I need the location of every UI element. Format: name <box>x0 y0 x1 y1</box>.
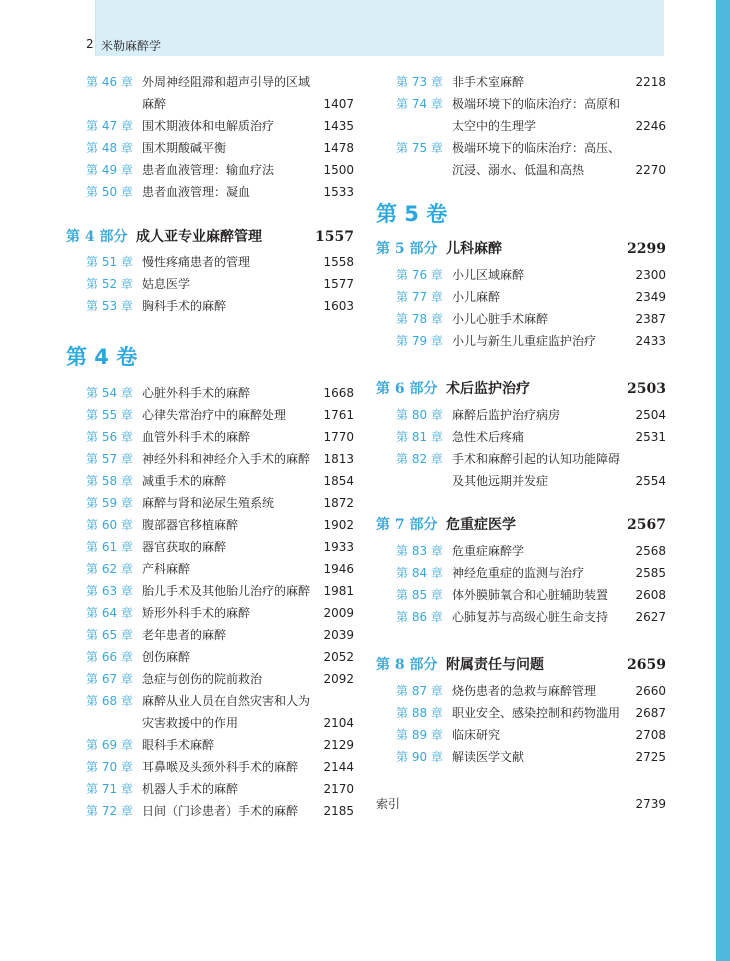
chapter-title: 患者血液管理：输血疗法 <box>142 163 275 177</box>
page-ref: 2660 <box>635 684 666 698</box>
chapter-title: 极端环境下的临床治疗：高压、 <box>452 141 621 155</box>
chapter-title: 手术和麻醉引起的认知功能障碍 <box>452 452 621 466</box>
page-ref: 1478 <box>323 141 354 155</box>
chapter-number: 第 86 章 <box>396 610 443 624</box>
chapter-number: 第 71 章 <box>86 782 133 796</box>
page-ref: 2185 <box>323 804 354 818</box>
chapter-number: 第 89 章 <box>396 728 443 742</box>
chapter-title: 慢性疼痛患者的管理 <box>142 255 251 269</box>
part-page: 2659 <box>627 657 666 673</box>
chapter-title: 小儿麻醉 <box>452 290 501 304</box>
chapter-number: 第 75 章 <box>396 141 443 155</box>
page-ref: 2104 <box>323 716 354 730</box>
chapter-number: 第 63 章 <box>86 584 133 598</box>
chapter-title: 心律失常治疗中的麻醉处理 <box>142 408 287 422</box>
page-ref: 2170 <box>323 782 354 796</box>
page-ref: 1603 <box>323 299 354 313</box>
page-ref: 2585 <box>635 566 666 580</box>
chapter-number: 第 88 章 <box>396 706 443 720</box>
chapter-number: 第 70 章 <box>86 760 133 774</box>
chapter-number: 第 62 章 <box>86 562 133 576</box>
chapter-title: 患者血液管理：凝血 <box>142 185 251 199</box>
volume-heading: 第 4 卷 <box>66 345 138 369</box>
chapter-title: 非手术室麻醉 <box>452 75 525 89</box>
chapter-number: 第 67 章 <box>86 672 133 686</box>
chapter-title: 临床研究 <box>452 728 501 742</box>
chapter-title: 极端环境下的临床治疗：高原和 <box>452 97 621 111</box>
chapter-title: 减重手术的麻醉 <box>142 474 227 488</box>
chapter-number: 第 66 章 <box>86 650 133 664</box>
chapter-number: 第 56 章 <box>86 430 133 444</box>
chapter-number: 第 65 章 <box>86 628 133 642</box>
page-ref: 1981 <box>323 584 354 598</box>
chapter-title: 血管外科手术的麻醉 <box>142 430 251 444</box>
page-ref: 2387 <box>635 312 666 326</box>
page-ref: 1933 <box>323 540 354 554</box>
header-divider <box>95 0 664 56</box>
page-ref: 1854 <box>323 474 354 488</box>
chapter-title: 器官获取的麻醉 <box>142 540 227 554</box>
chapter-number: 第 90 章 <box>396 750 443 764</box>
page-ref: 2129 <box>323 738 354 752</box>
chapter-number: 第 58 章 <box>86 474 133 488</box>
part-page: 2503 <box>627 381 666 397</box>
chapter-title-continued: 太空中的生理学 <box>452 119 537 133</box>
part-title: 成人亚专业麻醉管理 <box>136 229 262 245</box>
chapter-title: 麻醉与肾和泌尿生殖系统 <box>142 496 275 510</box>
chapter-number: 第 80 章 <box>396 408 443 422</box>
chapter-number: 第 83 章 <box>396 544 443 558</box>
page-ref: 2052 <box>323 650 354 664</box>
page-ref: 2349 <box>635 290 666 304</box>
chapter-title: 神经外科和神经介入手术的麻醉 <box>142 452 311 466</box>
part-label: 第 4 部分 <box>66 229 128 245</box>
header-margin <box>0 0 95 56</box>
chapter-title: 矫形外科手术的麻醉 <box>142 606 251 620</box>
page-ref: 1533 <box>323 185 354 199</box>
part-label: 第 6 部分 <box>376 381 438 397</box>
part-label: 第 8 部分 <box>376 657 438 673</box>
chapter-number: 第 72 章 <box>86 804 133 818</box>
page-ref: 2627 <box>635 610 666 624</box>
chapter-number: 第 87 章 <box>396 684 443 698</box>
page-ref: 2092 <box>323 672 354 686</box>
page-ref: 2568 <box>635 544 666 558</box>
chapter-title: 腹部器官移植麻醉 <box>142 518 239 532</box>
chapter-title: 围术期液体和电解质治疗 <box>142 119 275 133</box>
chapter-title: 麻醉后监护治疗病房 <box>452 408 561 422</box>
running-title: 米勒麻醉学 <box>101 39 162 53</box>
page-ref: 1577 <box>323 277 354 291</box>
chapter-number: 第 59 章 <box>86 496 133 510</box>
chapter-title: 神经危重症的监测与治疗 <box>452 566 585 580</box>
chapter-number: 第 50 章 <box>86 185 133 199</box>
chapter-number: 第 52 章 <box>86 277 133 291</box>
page-ref: 1435 <box>323 119 354 133</box>
chapter-number: 第 64 章 <box>86 606 133 620</box>
side-color-bar <box>716 0 730 961</box>
part-title: 危重症医学 <box>446 517 516 533</box>
page-ref: 2531 <box>635 430 666 444</box>
page-ref: 1500 <box>323 163 354 177</box>
page-ref: 2725 <box>635 750 666 764</box>
chapter-title: 机器人手术的麻醉 <box>142 782 239 796</box>
chapter-title: 眼科手术麻醉 <box>142 738 215 752</box>
part-label: 第 7 部分 <box>376 517 438 533</box>
chapter-number: 第 68 章 <box>86 694 133 708</box>
chapter-number: 第 78 章 <box>396 312 443 326</box>
chapter-title: 职业安全、感染控制和药物滥用 <box>452 706 621 720</box>
part-page: 2567 <box>627 517 666 533</box>
chapter-number: 第 85 章 <box>396 588 443 602</box>
chapter-number: 第 53 章 <box>86 299 133 313</box>
chapter-title: 外周神经阻滞和超声引导的区域 <box>142 75 311 89</box>
chapter-title: 急症与创伤的院前救治 <box>142 672 263 686</box>
chapter-number: 第 49 章 <box>86 163 133 177</box>
page-ref: 2687 <box>635 706 666 720</box>
page-ref: 1902 <box>323 518 354 532</box>
chapter-number: 第 61 章 <box>86 540 133 554</box>
page-ref: 1770 <box>323 430 354 444</box>
page-ref: 1668 <box>323 386 354 400</box>
chapter-number: 第 47 章 <box>86 119 133 133</box>
chapter-number: 第 81 章 <box>396 430 443 444</box>
chapter-title: 耳鼻喉及头颈外科手术的麻醉 <box>142 760 299 774</box>
chapter-number: 第 57 章 <box>86 452 133 466</box>
page-ref: 1872 <box>323 496 354 510</box>
page-ref: 1761 <box>323 408 354 422</box>
chapter-title-continued: 沉浸、溺水、低温和高热 <box>452 163 585 177</box>
page-ref: 2270 <box>635 163 666 177</box>
chapter-title: 小儿心脏手术麻醉 <box>452 312 549 326</box>
page-ref: 2433 <box>635 334 666 348</box>
volume-heading: 第 5 卷 <box>376 202 448 226</box>
page-ref: 2144 <box>323 760 354 774</box>
chapter-number: 第 84 章 <box>396 566 443 580</box>
part-label: 第 5 部分 <box>376 241 438 257</box>
page-ref: 2009 <box>323 606 354 620</box>
chapter-number: 第 77 章 <box>396 290 443 304</box>
index-page: 2739 <box>635 797 666 811</box>
chapter-title: 体外膜肺氧合和心脏辅助装置 <box>452 588 609 602</box>
chapter-number: 第 82 章 <box>396 452 443 466</box>
chapter-title-continued: 及其他远期并发症 <box>452 474 549 488</box>
page-ref: 1946 <box>323 562 354 576</box>
chapter-number: 第 76 章 <box>396 268 443 282</box>
page-ref: 2708 <box>635 728 666 742</box>
chapter-title: 危重症麻醉学 <box>452 544 525 558</box>
chapter-title: 产科麻醉 <box>142 562 191 576</box>
chapter-number: 第 51 章 <box>86 255 133 269</box>
index-title: 索引 <box>376 797 401 811</box>
chapter-title: 小儿与新生儿重症监护治疗 <box>452 334 597 348</box>
chapter-title-continued: 麻醉 <box>142 97 167 111</box>
part-page: 2299 <box>627 241 666 257</box>
chapter-title: 围术期酸碱平衡 <box>142 141 227 155</box>
part-title: 术后监护治疗 <box>446 381 530 397</box>
chapter-number: 第 48 章 <box>86 141 133 155</box>
chapter-number: 第 74 章 <box>396 97 443 111</box>
chapter-number: 第 54 章 <box>86 386 133 400</box>
page-ref: 2039 <box>323 628 354 642</box>
chapter-title: 老年患者的麻醉 <box>142 628 227 642</box>
chapter-title: 麻醉从业人员在自然灾害和人为 <box>142 694 311 708</box>
chapter-number: 第 46 章 <box>86 75 133 89</box>
chapter-title-continued: 灾害救援中的作用 <box>142 716 239 730</box>
chapter-title: 胎儿手术及其他胎儿治疗的麻醉 <box>142 584 311 598</box>
part-title: 附属责任与问题 <box>446 657 544 673</box>
page-ref: 2608 <box>635 588 666 602</box>
page-ref: 2554 <box>635 474 666 488</box>
chapter-number: 第 73 章 <box>396 75 443 89</box>
part-title: 儿科麻醉 <box>446 241 502 257</box>
page-ref: 2246 <box>635 119 666 133</box>
page-ref: 2300 <box>635 268 666 282</box>
page-ref: 1558 <box>323 255 354 269</box>
chapter-title: 创伤麻醉 <box>142 650 191 664</box>
page-ref: 2504 <box>635 408 666 422</box>
chapter-title: 心脏外科手术的麻醉 <box>142 386 251 400</box>
chapter-title: 心肺复苏与高级心脏生命支持 <box>452 610 609 624</box>
chapter-number: 第 79 章 <box>396 334 443 348</box>
page-ref: 1813 <box>323 452 354 466</box>
page-ref: 1407 <box>323 97 354 111</box>
chapter-title: 姑息医学 <box>142 277 191 291</box>
chapter-title: 急性术后疼痛 <box>452 430 525 444</box>
page-ref: 2218 <box>635 75 666 89</box>
part-page: 1557 <box>315 229 354 245</box>
page-number: 2 <box>86 37 94 51</box>
chapter-title: 小儿区域麻醉 <box>452 268 525 282</box>
chapter-number: 第 69 章 <box>86 738 133 752</box>
chapter-number: 第 55 章 <box>86 408 133 422</box>
chapter-number: 第 60 章 <box>86 518 133 532</box>
chapter-title: 日间（门诊患者）手术的麻醉 <box>142 804 299 818</box>
chapter-title: 胸科手术的麻醉 <box>142 299 227 313</box>
chapter-title: 解读医学文献 <box>452 750 525 764</box>
chapter-title: 烧伤患者的急救与麻醉管理 <box>452 684 597 698</box>
